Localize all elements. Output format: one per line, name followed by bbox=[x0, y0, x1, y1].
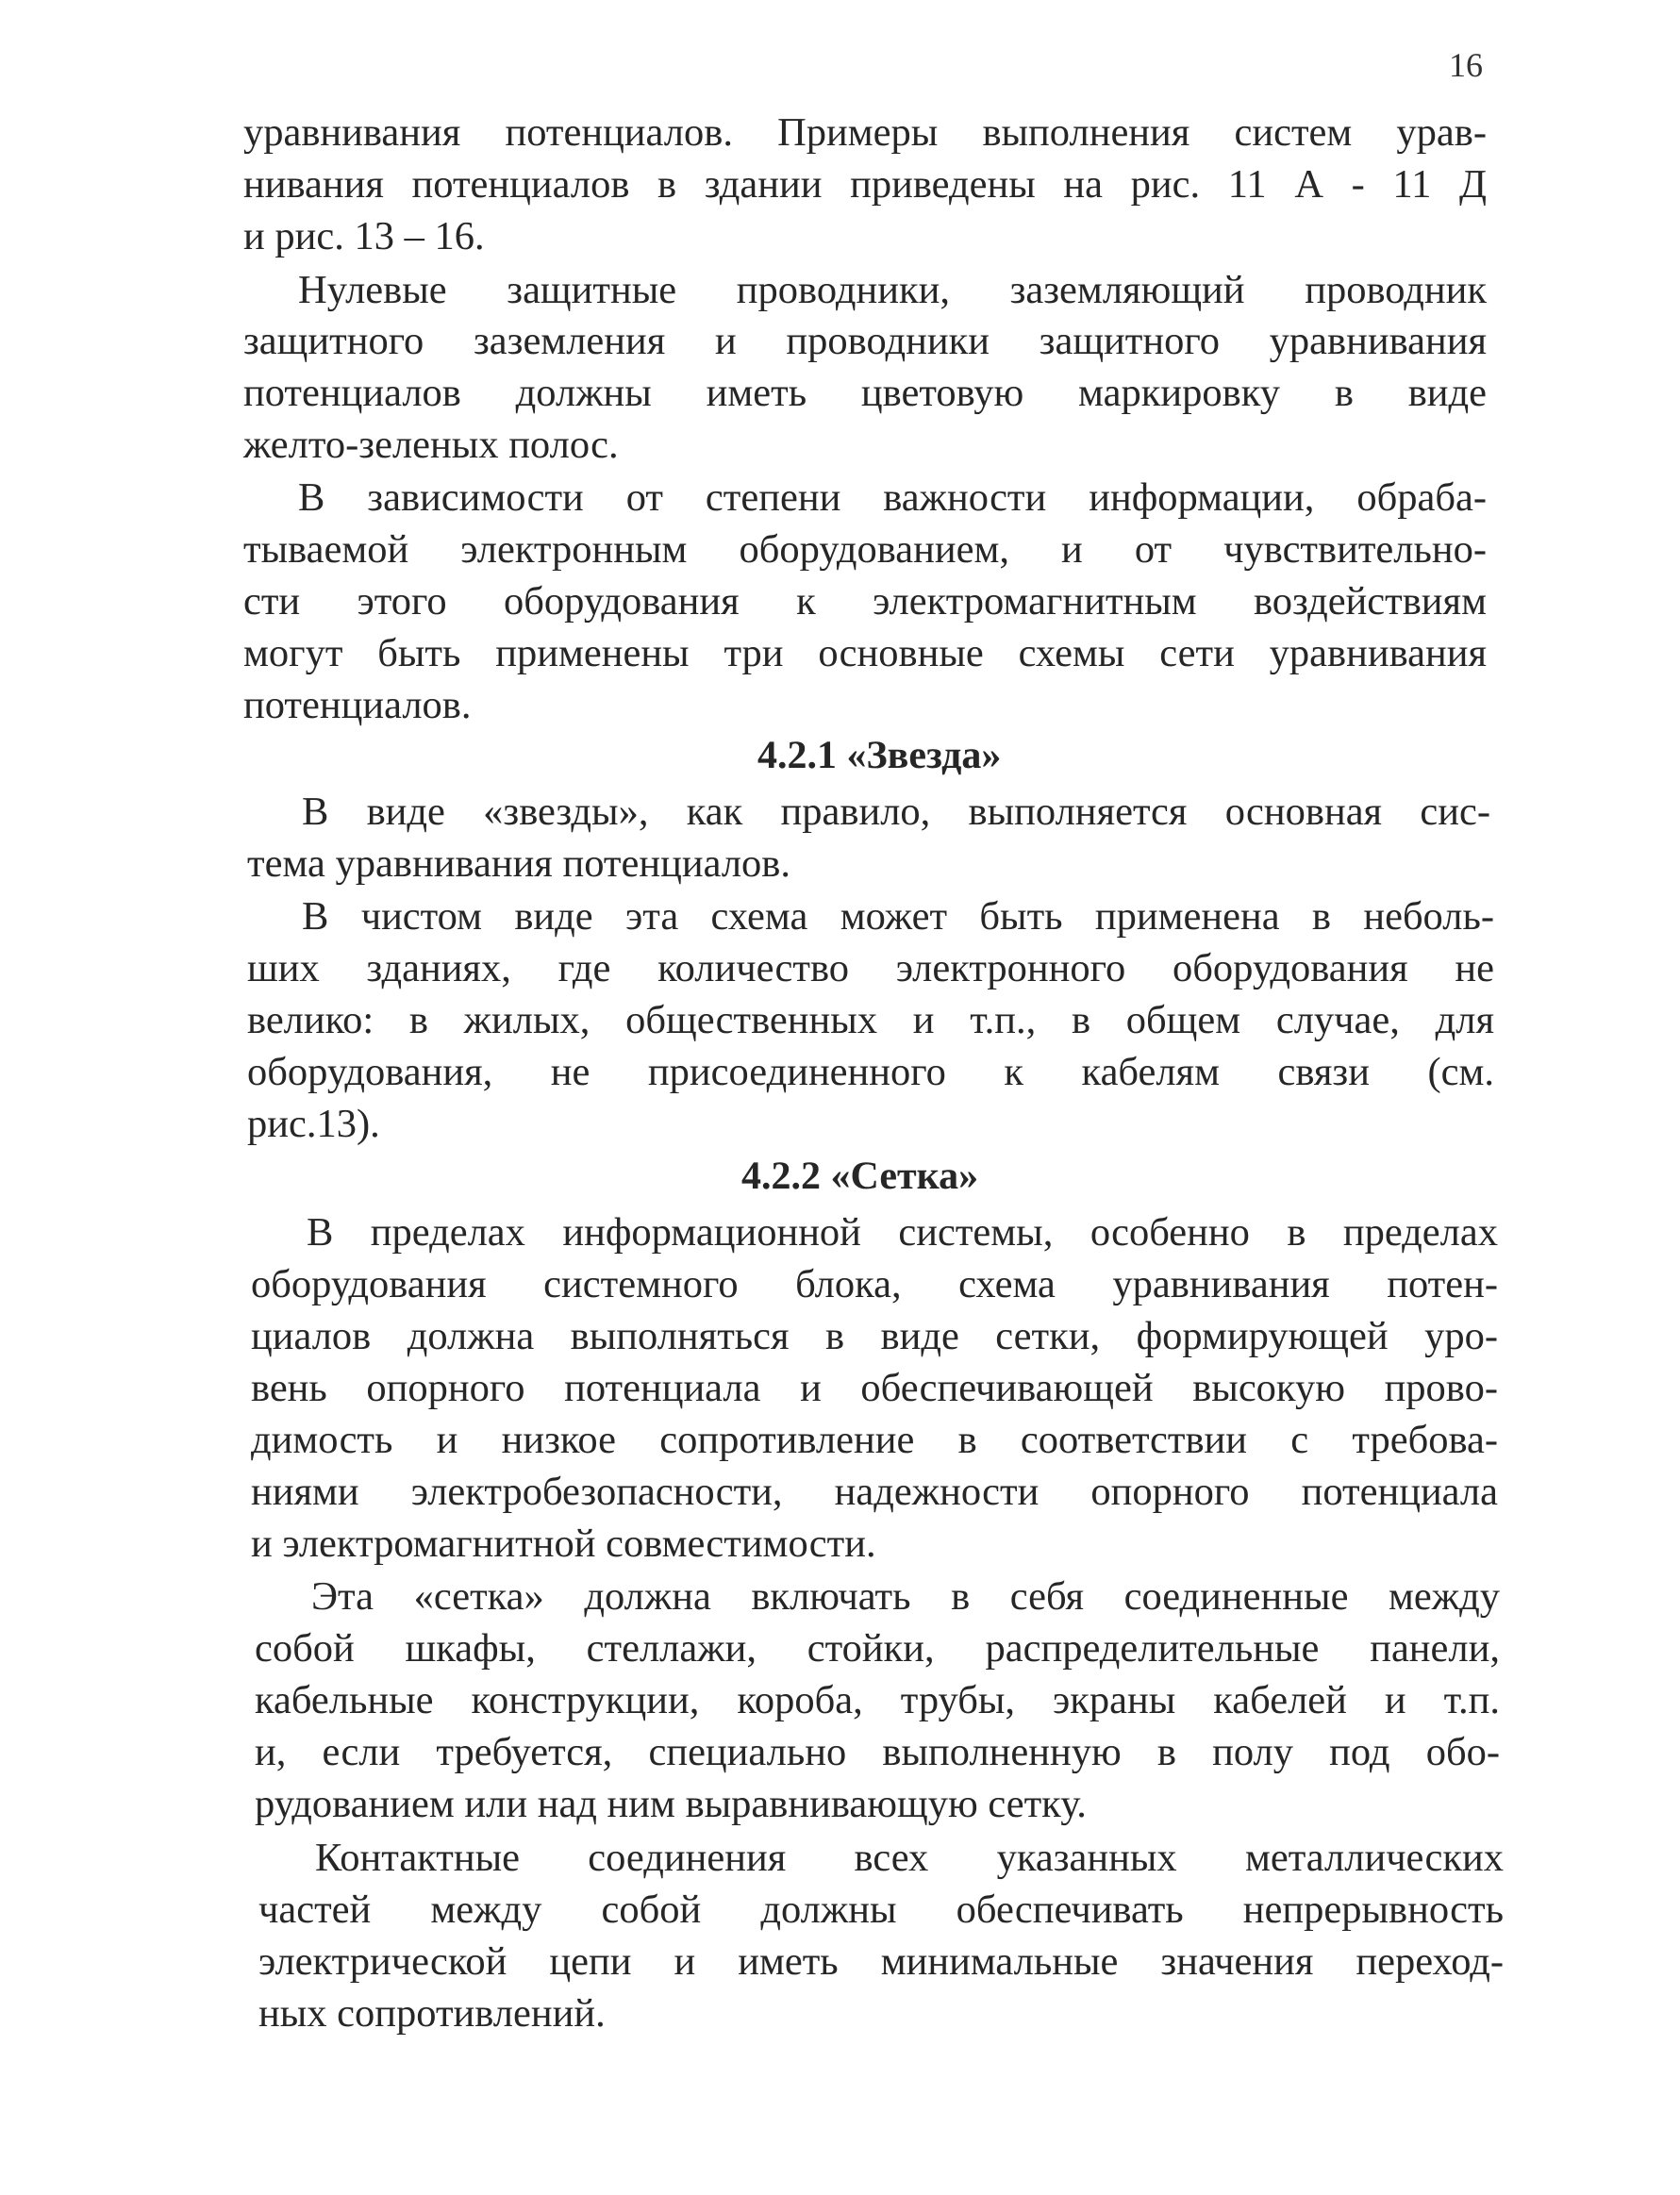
text-line: вень опорного потенциала и обеспечивающей высокую прово- bbox=[251, 1366, 1498, 1410]
text-line: частей между собой должны обеспечивать непрерывность bbox=[258, 1887, 1504, 1932]
text-line: В виде «звезды», как правило, выполняется основная сис- bbox=[302, 790, 1490, 834]
text-line: сти этого оборудования к электромагнитным воздействиям bbox=[243, 579, 1487, 624]
text-line: Контактные соединения всех указанных металлических bbox=[315, 1836, 1504, 1880]
text-line: велико: в жилых, общественных и т.п., в общем случае, для bbox=[247, 998, 1494, 1042]
text-line: кабельные конструкции, короба, трубы, экраны кабелей и т.п. bbox=[255, 1678, 1500, 1722]
section-heading: 4.2.2 «Сетка» bbox=[741, 1155, 979, 1198]
text-line: собой шкафы, стеллажи, стойки, распределительные панели, bbox=[255, 1626, 1500, 1671]
text-line: могут быть применены три основные схемы сети уравнивания bbox=[243, 631, 1487, 675]
text-line: Нулевые защитные проводники, заземляющий проводник bbox=[298, 268, 1487, 312]
text-line: нивания потенциалов в здании приведены на рис. 11 А - 11 Д bbox=[243, 162, 1487, 207]
text-line: тема уравнивания потенциалов. bbox=[247, 841, 790, 886]
page-number: 16 bbox=[1449, 46, 1483, 84]
text-line: рис.13). bbox=[247, 1102, 380, 1146]
text-line: рудованием или над ним выравнивающую сетку. bbox=[255, 1782, 1087, 1826]
text-line: циалов должна выполняться в виде сетки, формирующей уро- bbox=[251, 1314, 1498, 1358]
text-line: В зависимости от степени важности информации, обраба- bbox=[298, 475, 1487, 520]
text-line: оборудования, не присоединенного к кабелям связи (см. bbox=[247, 1050, 1494, 1094]
text-line: уравнивания потенциалов. Примеры выполнения систем урав- bbox=[243, 110, 1487, 155]
text-line: оборудования системного блока, схема уравнивания потен- bbox=[251, 1262, 1498, 1306]
text-line: электрической цепи и иметь минимальные значения переход- bbox=[258, 1939, 1504, 1984]
text-line: желто-зеленых полос. bbox=[243, 423, 619, 467]
text-line: потенциалов должны иметь цветовую маркировку в виде bbox=[243, 371, 1487, 415]
text-line: и электромагнитной совместимости. bbox=[251, 1522, 876, 1566]
section-heading: 4.2.1 «Звезда» bbox=[757, 734, 1002, 777]
text-line: потенциалов. bbox=[243, 683, 472, 727]
text-line: ших зданиях, где количество электронного оборудования не bbox=[247, 946, 1494, 990]
text-line: В чистом виде эта схема может быть применена в неболь- bbox=[302, 894, 1494, 939]
text-line: В пределах информационной системы, особенно в пределах bbox=[307, 1210, 1498, 1255]
text-line: тываемой электронным оборудованием, и от чувствительно- bbox=[243, 527, 1487, 572]
text-line: и, если требуется, специально выполненную в полу под обо- bbox=[255, 1730, 1500, 1774]
text-line: защитного заземления и проводники защитного уравнивания bbox=[243, 319, 1487, 363]
text-line: Эта «сетка» должна включать в себя соединенные между bbox=[311, 1574, 1500, 1619]
text-line: димость и низкое сопротивление в соответствии с требова- bbox=[251, 1418, 1498, 1462]
text-line: и рис. 13 – 16. bbox=[243, 214, 485, 258]
text-line: ных сопротивлений. bbox=[258, 1991, 606, 2036]
text-line: ниями электробезопасности, надежности опорного потенциала bbox=[251, 1470, 1498, 1514]
